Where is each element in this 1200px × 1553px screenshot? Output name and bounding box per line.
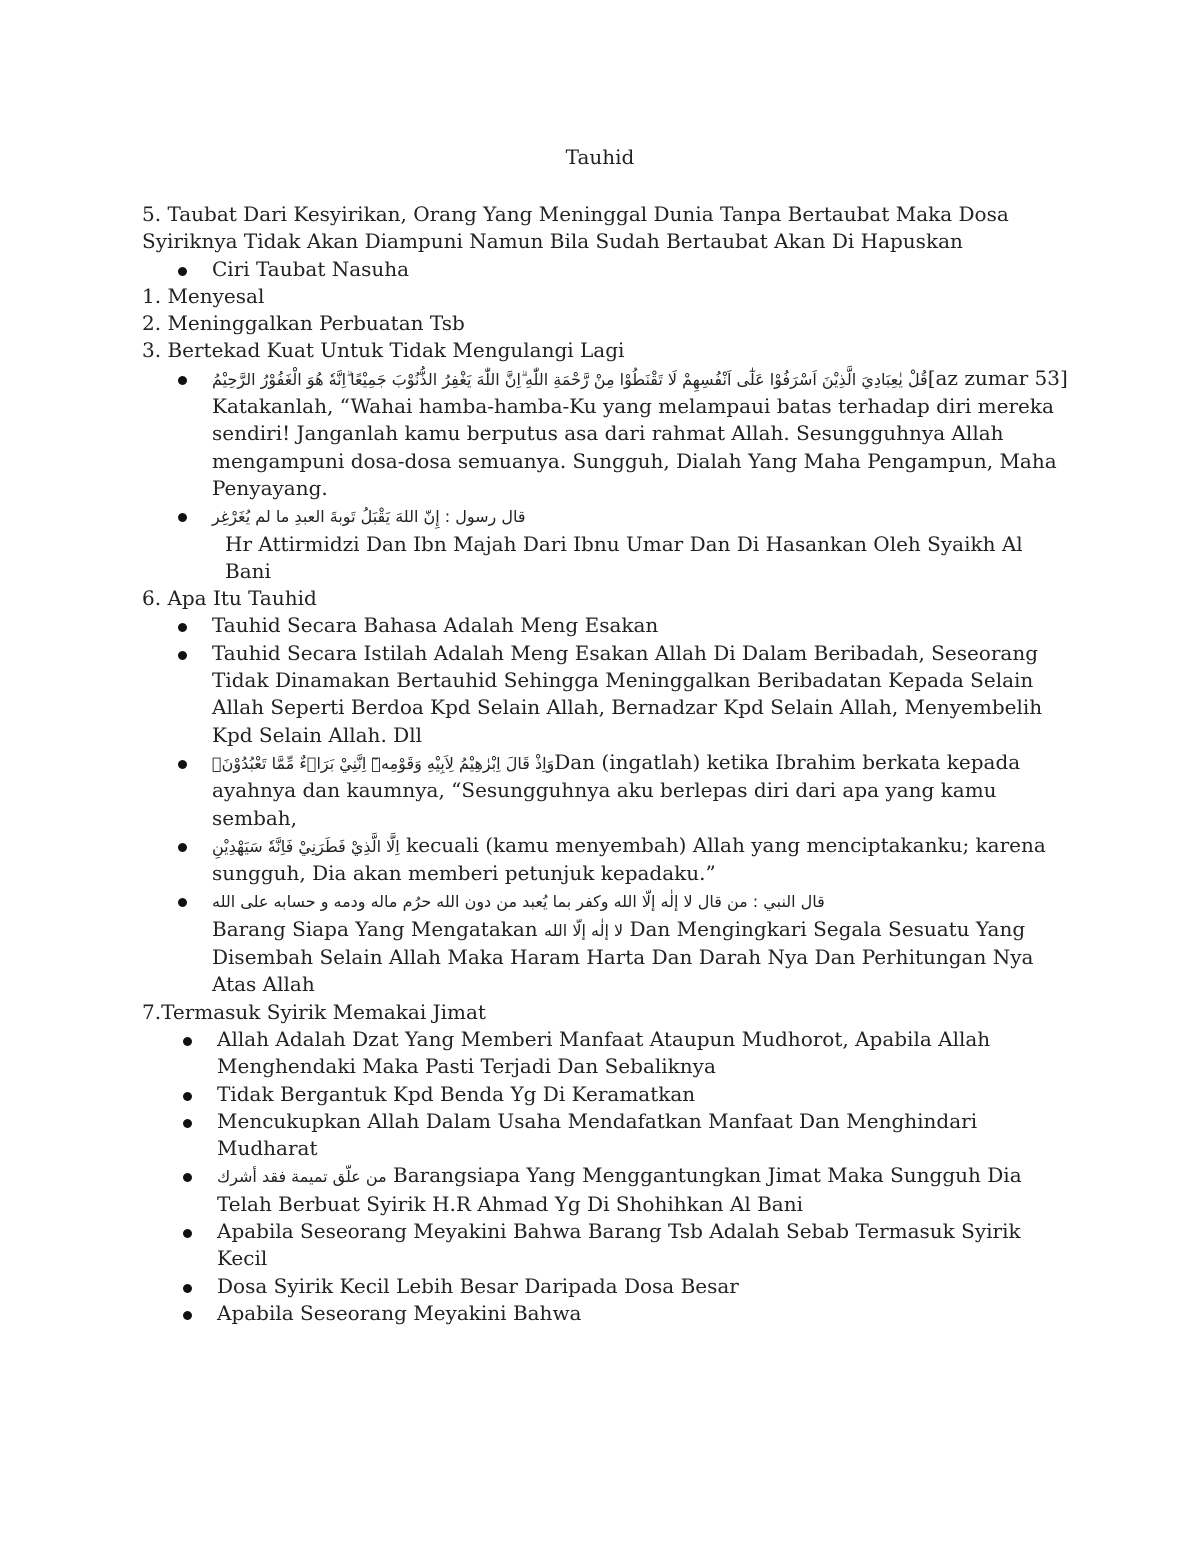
list-item [212, 612, 1072, 639]
list-item [217, 1162, 1072, 1218]
hadith-source: Hr Attirmidzi Dan Ibn Majah Dari Ibnu Umar Dan Di Hasankan Oleh Syaikh Al Bani [225, 531, 1023, 583]
ibrahim-verse2-arabic: اِلَّا الَّذِيْ فَطَرَنِيْ فَاِنَّهٗ سَيَهْدِيْنِ [212, 836, 400, 856]
step-2: 2. Meninggalkan Perbuatan Tsb [142, 311, 465, 336]
list-item [212, 887, 1072, 998]
step-1: 1. Menyesal [142, 283, 265, 308]
bullet-icon [178, 376, 187, 385]
jimat-point-5: Apabila Seseorang Meyakini Bahwa Barang Tsb Adalah Sebab Termasuk Syirik Kecil [217, 1218, 1021, 1271]
list-item [212, 365, 1072, 502]
prophet-hadith-text-b: Dan Mengingkari Segala Sesuatu Yang Disembah Selain Allah Maka Haram Harta Dan Darah Nya Dan Perhitungan Nya Atas Allah [212, 916, 1034, 997]
bullet-icon [178, 623, 187, 632]
list-item [217, 1218, 1072, 1273]
section-6-heading: 6. Apa Itu Tauhid [142, 586, 317, 611]
prophet-hadith-arabic: قال النبي : من قال لا إلٰه إلّا الله وكفر بما يُعبد من دون الله حرُم ماله ودمه و حسابه على الله [212, 892, 825, 912]
quran-verse-arabic: قُلْ يٰعِبَادِيَ الَّذِيْنَ اَسْرَفُوْا عَلٰٓى اَنْفُسِهِمْ لَا تَقْنَطُوْا مِنْ رَّحْمَةِ اللّٰهِ ۗاِنَّ اللّٰهَ يَغْفِرُ الذُّنُوْبَ جَمِيْعًا ۗاِنَّهٗ هُوَ الْغَفُوْرُ الرَّحِيْمُ [212, 369, 928, 389]
bullet-icon [183, 1092, 192, 1101]
quran-verse-translation: [az zumar 53] Katakanlah, “Wahai hamba-hamba-Ku yang melampaui batas terhadap diri mereka sendiri! Janganlah kamu berputus asa dari rahmat Allah. Sesungguhnya Allah mengampuni dosa-dosa semuanya. Sungguh, Dialah Yang Maha Pengampun, Maha Penyayang. [212, 365, 1068, 500]
section-5-heading: 5. Taubat Dari Kesyirikan, Orang Yang Meninggal Dunia Tanpa Bertaubat Maka Dosa Syiriknya Tidak Akan Diampuni Namun Bila Sudah Bertaubat Akan Di Hapuskan [142, 202, 1009, 254]
jimat-point-3: Mencukupkan Allah Dalam Usaha Mendafatkan Manfaat Dan Menghindari Mudharat [217, 1108, 978, 1161]
bullet-icon [183, 1311, 192, 1320]
ibrahim-verse2-translation: kecuali (kamu menyembah) Allah yang menciptakanku; karena sungguh, Dia akan memberi petunjuk kepadaku.” [212, 832, 1046, 886]
bullet-icon [178, 760, 187, 769]
document-body [142, 201, 1072, 1327]
jimat-hadith-arabic: من علّق تميمة فقد أشرك [217, 1167, 387, 1187]
bullet-icon [178, 898, 187, 907]
list-item [212, 832, 1072, 888]
step-3: 3. Bertekad Kuat Untuk Tidak Mengulangi Lagi [142, 338, 625, 363]
bullet-icon [178, 843, 187, 852]
bullet-icon [183, 1119, 192, 1128]
list-item [217, 1273, 1072, 1300]
list-item [212, 749, 1072, 832]
hadith-arabic: قال رسول : إِنّ اللهَ يَقْبَلُ تَوبةَ العبدِ ما لم يُغَرْغِر [212, 507, 526, 527]
jimat-point-2: Tidak Bergantuk Kpd Benda Yg Di Keramatkan [217, 1081, 696, 1106]
jimat-hadith-translation: Barangsiapa Yang Menggantungkan Jimat Maka Sungguh Dia Telah Berbuat Syirik H.R Ahmad Yg Di Shohihkan Al Bani [217, 1163, 1022, 1216]
ciri-taubat-label: Ciri Taubat Nasuha [212, 256, 410, 281]
bullet-icon [183, 1037, 192, 1046]
document-title: Tauhid [565, 145, 635, 169]
prophet-hadith-text-a: Barang Siapa Yang Mengatakan [212, 916, 538, 941]
tauhid-istilah: Tauhid Secara Istilah Adalah Meng Esakan Allah Di Dalam Beribadah, Seseorang Tidak Dinamakan Bertauhid Sehingga Meninggalkan Beribadatan Kepada Selain Allah Seperti Berdoa Kpd Selain Allah, Bernadzar Kpd Selain Allah, Menyembelih Kpd Selain Allah. Dll [212, 640, 1043, 747]
ibrahim-verse-translation: Dan (ingatlah) ketika Ibrahim berkata kepada ayahnya dan kaumnya, “Sesungguhnya aku berlepas diri dari apa yang kamu sembah, [212, 749, 1021, 830]
bullet-icon [183, 1173, 192, 1182]
list-item [217, 1026, 1072, 1081]
list-item [217, 1108, 1072, 1163]
bullet-icon [178, 267, 187, 276]
bullet-icon [183, 1284, 192, 1293]
section-7-heading: 7.Termasuk Syirik Memakai Jimat [142, 999, 486, 1024]
bullet-icon [178, 513, 187, 522]
jimat-point-1: Allah Adalah Dzat Yang Memberi Manfaat Ataupun Mudhorot, Apabila Allah Menghendaki Maka Pasti Terjadi Dan Sebaliknya [217, 1026, 991, 1079]
jimat-point-7: Apabila Seseorang Meyakini Bahwa [217, 1300, 582, 1325]
section-7-bullet-list [142, 1026, 1072, 1327]
section-5-bullet-list [142, 256, 1072, 283]
bullet-icon [178, 651, 187, 660]
tauhid-bahasa: Tauhid Secara Bahasa Adalah Meng Esakan [212, 613, 659, 638]
list-item [212, 502, 1072, 530]
list-item [212, 256, 1072, 283]
bullet-icon [183, 1229, 192, 1238]
jimat-point-6: Dosa Syirik Kecil Lebih Besar Daripada Dosa Besar [217, 1273, 739, 1298]
list-item [217, 1300, 1072, 1327]
ibrahim-verse-arabic: وَاِذْ قَالَ اِبْرٰهِيْمُ لِاَبِيْهِ وَقَوْمِهٖٓ اِنَّنِيْ بَرَاۤءٌ مِّمَّا تَعْبُدُوْنَۙ [212, 753, 555, 773]
section-5-quote-list [142, 365, 1072, 531]
shahada-arabic: لا إلٰه إلّا الله [544, 920, 624, 940]
list-item [212, 640, 1072, 749]
list-item [217, 1081, 1072, 1108]
section-6-bullet-list [142, 612, 1072, 998]
